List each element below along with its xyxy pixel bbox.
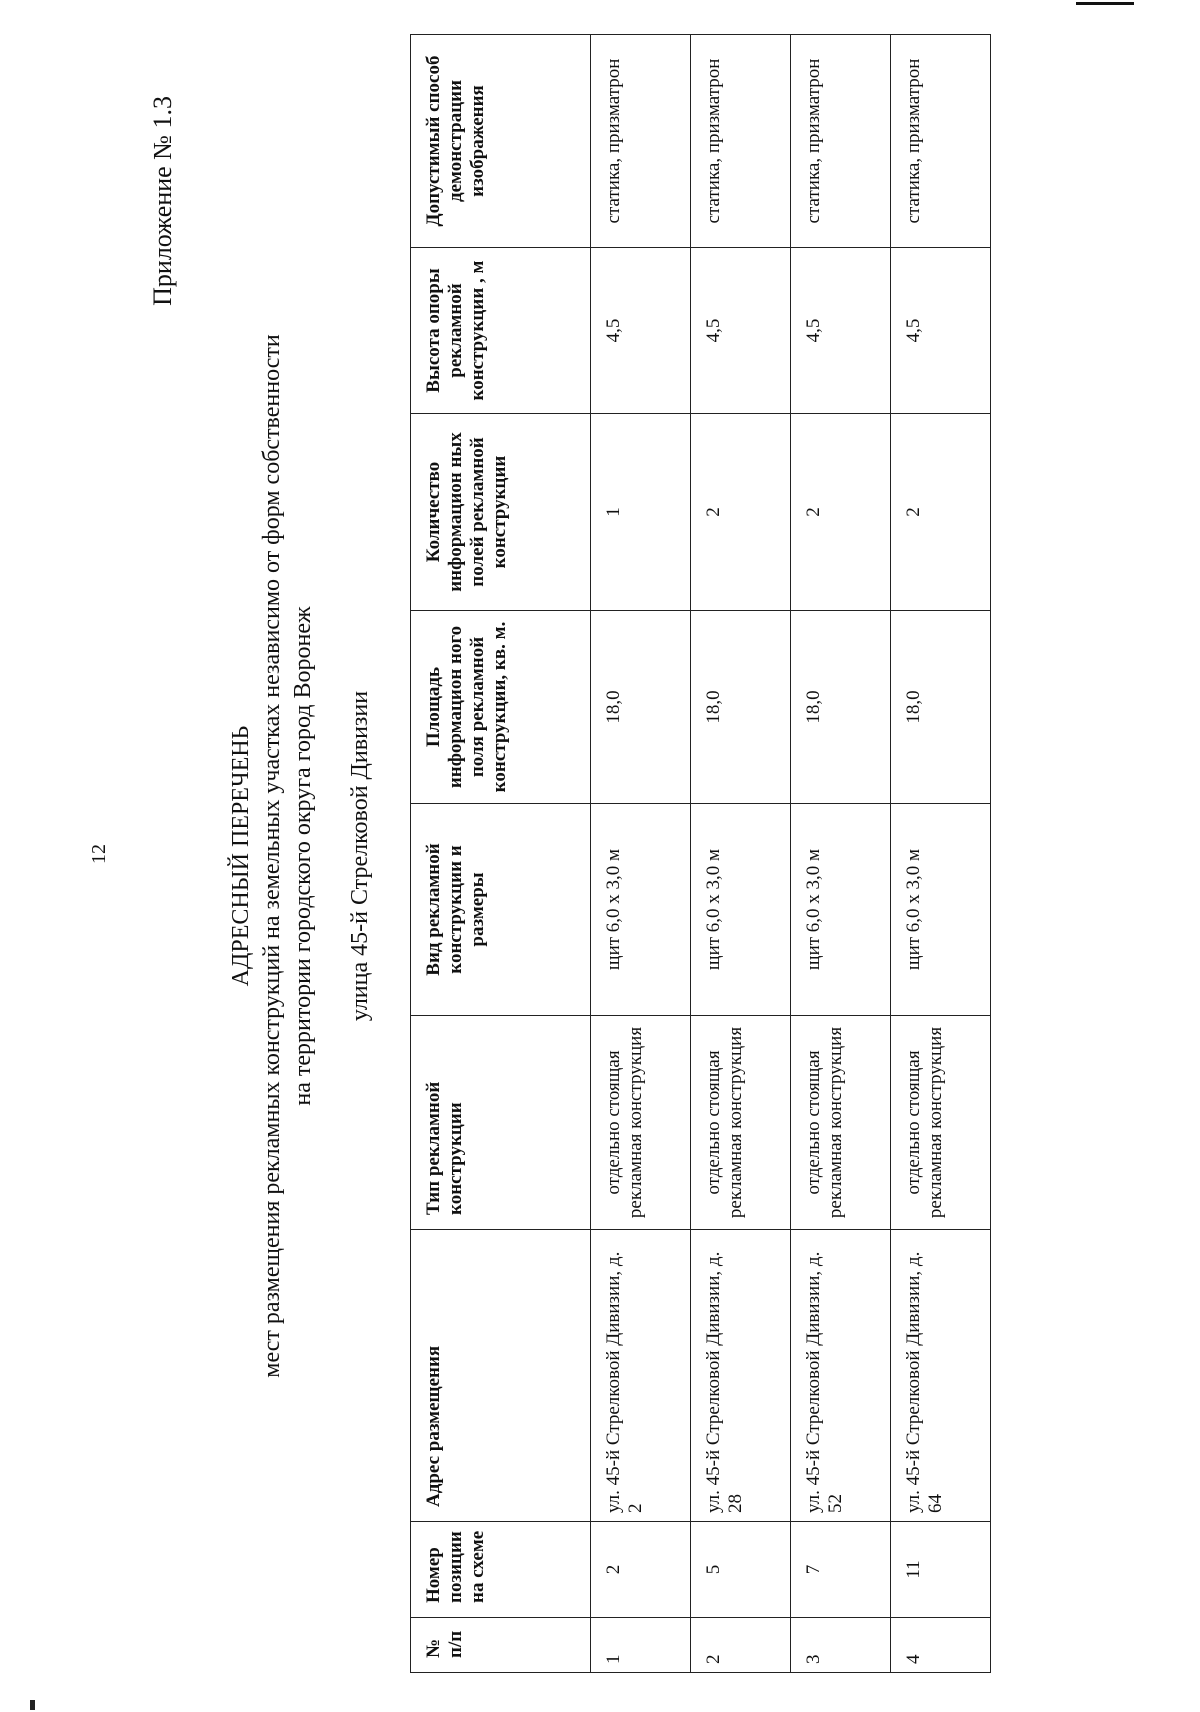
cell-support-height: 4,5: [891, 248, 991, 414]
cell-index: 2: [691, 1618, 791, 1673]
cell-field-count: 1: [591, 414, 691, 611]
cell-position: 2: [591, 1522, 691, 1618]
cell-type: отдельно стоящая рекламная конструкция: [591, 1016, 691, 1230]
cell-address: ул. 45-й Стрелковой Дивизии, д. 2: [591, 1230, 691, 1522]
header-cell-field-count: Количество информацион ных полей рекламной конструкции: [411, 414, 591, 611]
cell-display-method: статика, призматрон: [791, 35, 891, 248]
table-row: [791, 35, 891, 1673]
cell-address: ул. 45-й Стрелковой Дивизии, д. 64: [891, 1230, 991, 1522]
title-line-1: АДРЕСНЫЙ ПЕРЕЧЕНЬ: [228, 725, 254, 987]
cell-position: 7: [791, 1522, 891, 1618]
cell-support-height: 4,5: [591, 248, 691, 414]
cell-field-count: 2: [691, 414, 791, 611]
cell-kind-size: щит 6,0 х 3,0 м: [591, 804, 691, 1016]
page-number: 12: [88, 844, 110, 864]
cell-kind-size: щит 6,0 х 3,0 м: [791, 804, 891, 1016]
cell-type: отдельно стоящая рекламная конструкция: [791, 1016, 891, 1230]
cell-area: 18,0: [791, 611, 891, 804]
street-heading: улица 45-й Стрелковой Дивизии: [347, 690, 373, 1022]
cell-display-method: статика, призматрон: [691, 35, 791, 248]
cell-index: 3: [791, 1618, 891, 1673]
cell-position: 11: [891, 1522, 991, 1618]
cell-area: 18,0: [691, 611, 791, 804]
cell-kind-size: щит 6,0 х 3,0 м: [691, 804, 791, 1016]
table-row: [891, 35, 991, 1673]
header-cell-kind-size: Вид рекламной конструкции и размеры: [411, 804, 591, 1016]
cell-area: 18,0: [891, 611, 991, 804]
cell-index: 4: [891, 1618, 991, 1673]
header-cell-area: Площадь информацион ного поля рекламной конструкции, кв. м.: [411, 611, 591, 804]
header-cell-index: № п/п: [411, 1618, 591, 1673]
address-table: [410, 34, 991, 1673]
cell-index: 1: [591, 1618, 691, 1673]
table-row: [691, 35, 791, 1673]
cell-display-method: статика, призматрон: [891, 35, 991, 248]
cell-address: ул. 45-й Стрелковой Дивизии, д. 52: [791, 1230, 891, 1522]
table-row: [591, 35, 691, 1673]
cell-support-height: 4,5: [791, 248, 891, 414]
document-title: [226, 0, 376, 1712]
header-cell-display-method: Допустимый способ демонстрации изображения: [411, 35, 591, 248]
cell-type: отдельно стоящая рекламная конструкция: [891, 1016, 991, 1230]
cell-display-method: статика, призматрон: [591, 35, 691, 248]
appendix-label: Приложение № 1.3: [148, 96, 177, 306]
header-cell-address: Адрес размещения: [411, 1230, 591, 1522]
header-cell-position: Номер позиции на схеме: [411, 1522, 591, 1618]
header-cell-support-height: Высота опоры рекламной конструкции , м: [411, 248, 591, 414]
cell-kind-size: щит 6,0 х 3,0 м: [891, 804, 991, 1016]
cell-field-count: 2: [791, 414, 891, 611]
cell-area: 18,0: [591, 611, 691, 804]
cell-support-height: 4,5: [691, 248, 791, 414]
cell-field-count: 2: [891, 414, 991, 611]
cell-position: 5: [691, 1522, 791, 1618]
title-line-2: мест размещения рекламных конструкций на земельных участках независимо от форм собственности: [259, 334, 285, 1378]
header-cell-type: Тип рекламной конструкции: [411, 1016, 591, 1230]
cell-address: ул. 45-й Стрелковой Дивизии, д. 28: [691, 1230, 791, 1522]
table-header-row: [411, 35, 591, 1673]
cell-type: отдельно стоящая рекламная конструкция: [691, 1016, 791, 1230]
title-line-3: на территории городского округа город Воронеж: [290, 606, 316, 1106]
